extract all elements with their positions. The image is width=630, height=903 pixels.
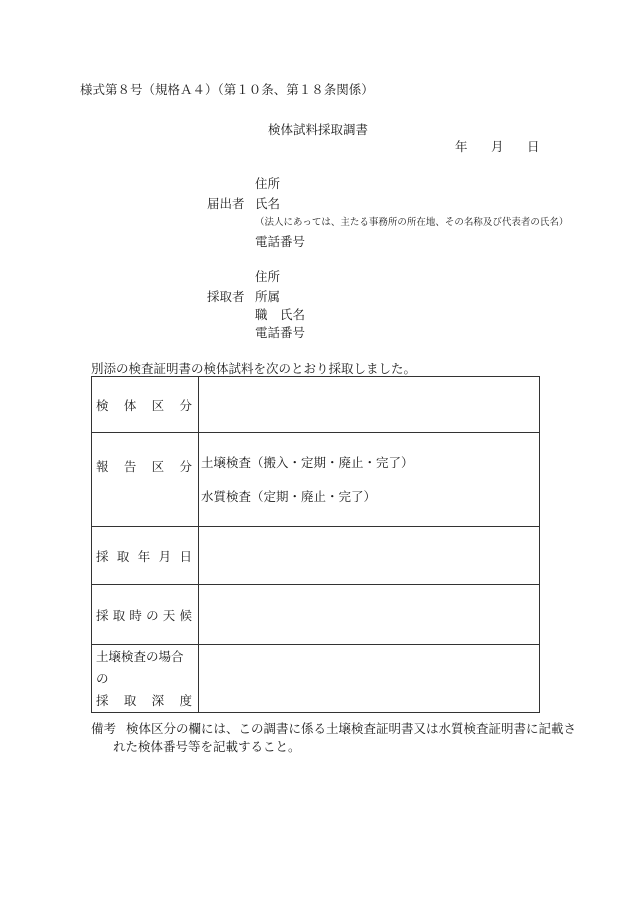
notifier-address-label: 住所 bbox=[255, 176, 281, 191]
date-year-label: 年 bbox=[455, 139, 468, 154]
remarks-line2: れた検体番号等を記載すること。 bbox=[113, 739, 301, 754]
water-inspection-option: 水質検査（定期・廃止・完了） bbox=[201, 488, 377, 504]
notifier-phone-label: 電話番号 bbox=[255, 234, 306, 249]
sampler-phone-label: 電話番号 bbox=[255, 325, 306, 340]
label-char: 採 bbox=[96, 607, 109, 623]
row-label-report-category bbox=[92, 433, 199, 527]
row-label-sampling-date bbox=[92, 527, 199, 585]
sampler-affiliation-label: 所属 bbox=[255, 289, 281, 304]
notifier-label: 届出者 bbox=[207, 196, 245, 211]
table-row bbox=[92, 527, 540, 585]
label-char: 区 bbox=[151, 459, 165, 474]
table-row bbox=[92, 433, 540, 527]
date-line bbox=[0, 137, 630, 153]
sampler-address-label: 住所 bbox=[255, 269, 281, 284]
intro-sentence: 別添の検査証明書の検体試料を次のとおり採取しました。 bbox=[91, 361, 417, 376]
label-char: 告 bbox=[123, 459, 137, 474]
value-cell-specimen-category[interactable] bbox=[199, 377, 540, 433]
sampler-label: 採取者 bbox=[207, 289, 245, 304]
label-char: 深 bbox=[151, 692, 165, 708]
label-char: 取 bbox=[112, 607, 126, 623]
label-char: 体 bbox=[123, 397, 137, 413]
label-char: 検 bbox=[96, 397, 109, 413]
label-char: 時 bbox=[129, 607, 142, 623]
label-char: 度 bbox=[179, 692, 192, 708]
label-char: 分 bbox=[179, 397, 192, 413]
row-label-sampling-depth bbox=[92, 645, 199, 713]
document-title: 検体試料採取調書 bbox=[268, 122, 369, 137]
depth-label-line2 bbox=[96, 690, 192, 712]
label-char: 区 bbox=[151, 397, 165, 413]
sampler-position-name-label: 職 氏名 bbox=[255, 307, 306, 322]
label-char: 分 bbox=[179, 459, 192, 474]
notifier-corporate-note: （法人にあっては、主たる事務所の所在地、その名称及び代表者の氏名） bbox=[255, 217, 569, 228]
label-char: 採 bbox=[96, 548, 109, 564]
table-row bbox=[92, 377, 540, 433]
date-day-label: 日 bbox=[527, 139, 540, 154]
sampling-table bbox=[91, 376, 540, 713]
label-char: 年 bbox=[137, 548, 151, 564]
date-month-label: 月 bbox=[491, 139, 504, 154]
label-char: 月 bbox=[158, 548, 172, 564]
row-label-sampling-weather bbox=[92, 585, 199, 645]
value-cell-sampling-weather[interactable] bbox=[199, 585, 540, 645]
table-row bbox=[92, 645, 540, 713]
value-cell-sampling-date[interactable] bbox=[199, 527, 540, 585]
label-char: 採 bbox=[96, 692, 109, 708]
label-char: 報 bbox=[96, 459, 109, 474]
label-char: 天 bbox=[162, 607, 176, 623]
value-cell-sampling-depth[interactable] bbox=[199, 645, 540, 713]
row-label-specimen-category bbox=[92, 377, 199, 433]
form-number: 様式第８号（規格Ａ４）（第１０条、第１８条関係） bbox=[80, 82, 374, 97]
label-char: の bbox=[146, 607, 159, 623]
label-char: 取 bbox=[123, 692, 137, 708]
table-row bbox=[92, 585, 540, 645]
depth-label-line1: 土壌検査の場合の bbox=[96, 648, 184, 686]
remarks-line1: 検体区分の欄には、この調書に係る土壌検査証明書又は水質検査証明書に記載さ bbox=[126, 721, 577, 736]
label-char: 日 bbox=[179, 548, 192, 564]
remarks-label: 備考 bbox=[91, 721, 117, 736]
soil-inspection-option: 土壌検査（搬入・定期・廃止・完了） bbox=[201, 454, 414, 470]
value-cell-report-category[interactable] bbox=[199, 433, 540, 527]
notifier-name-label: 氏名 bbox=[255, 196, 281, 211]
label-char: 取 bbox=[116, 548, 130, 564]
label-char: 候 bbox=[179, 607, 192, 623]
